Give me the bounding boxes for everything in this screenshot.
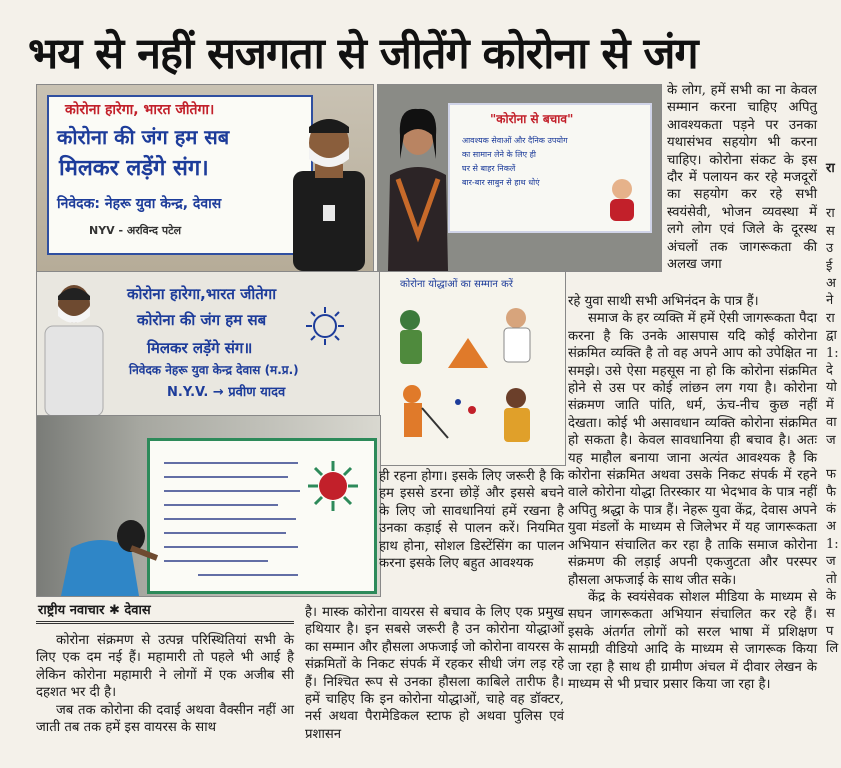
col1-paragraph-2: जब तक कोरोना की दवाई अथवा वैक्सीन नहीं आ जाती तब तक हमें इस वायरस के साथ bbox=[36, 702, 294, 736]
edge-fragment: ई bbox=[826, 258, 833, 274]
edge-fragment: ने bbox=[826, 293, 834, 309]
corona-warriors-illustration bbox=[388, 298, 560, 460]
col1-paragraph-1: कोरोना संक्रमण से उत्पन्न परिस्थितियां सभी के लिए एक दम नई हैं। महामारी तो पहले भी आई है लेकिन कोरोना महामारी ने लोगों में एक अजीब सी दहशत भर दी है। bbox=[36, 633, 294, 701]
edge-fragment: 1: bbox=[826, 345, 839, 361]
photo-wall-banner-1 bbox=[36, 84, 374, 272]
wall-writing-scribbles bbox=[158, 451, 308, 581]
edge-fragment: ज bbox=[826, 432, 836, 448]
edge-fragment: स bbox=[826, 223, 835, 239]
poster-line-4: बार-बार साबुन से हाथ धोएं bbox=[462, 178, 540, 187]
edge-fragment: फ bbox=[826, 467, 837, 483]
col3-paragraph-3: केंद्र के स्वयंसेवक सोशल मीडिया के माध्यम से सघन जागरूकता अभियान संचालित कर रहे हैं। इसके अंतर्गत लोगों को सरल भाषा में प्रशिक्षण सामग्री वीडियो आदि के माध्यम से जागरूक किया जा रहा है साथ ही ग्रामीण अंचल में दीवार लेखन के माध्यम से भी प्रचार प्रसार किया जा रहा है। bbox=[568, 589, 817, 692]
painting-man-figure bbox=[61, 508, 161, 596]
banner-1-line-3: मिलकर लड़ेंगे संग। bbox=[59, 156, 209, 181]
edge-fragment: रा bbox=[826, 310, 835, 326]
edge-fragment: में bbox=[826, 397, 834, 413]
masked-man-figure bbox=[287, 109, 371, 271]
col3-paragraph-top: के लोग, हमें सभी का ना केवल सम्मान करना चाहिए अपितु आवश्यकता पड़ने पर उनका यथासंभव सहयोग भी करना चाहिए। कोरोना संकट के इस दौर में पलायन कर रहे मजदूरों का सहयोग कर रहे सभी स्वयंसेवी, भोजन व्यवस्था में लगे लोग एवं जिले के दूरस्थ अंचलों तक जागरूकता की अलख जगा bbox=[667, 83, 817, 273]
edge-fragment: ज bbox=[826, 554, 836, 570]
edge-fragment: अ bbox=[826, 276, 836, 292]
edge-fragment: दे bbox=[826, 363, 833, 379]
virus-icon bbox=[306, 459, 360, 513]
masked-boy-figure bbox=[39, 278, 109, 416]
edge-fragment: अ bbox=[826, 519, 836, 535]
dateline-rule bbox=[36, 621, 294, 624]
edge-fragment: वा bbox=[826, 415, 837, 431]
poster-line-2: का सामान लेने के लिए ही bbox=[462, 150, 536, 159]
poster-title: "कोरोना से बचाव" bbox=[490, 112, 574, 126]
article-column-2-bottom bbox=[305, 604, 564, 743]
col3-paragraph-1: रहे युवा साथी सभी अभिनंदन के पात्र हैं। bbox=[568, 294, 759, 309]
wall-line-4: निवेदक नेहरू युवा केन्द्र देवास (म.प्र.) bbox=[129, 363, 299, 377]
edge-fragment: रा bbox=[826, 161, 835, 176]
edge-fragment: कं bbox=[826, 501, 836, 517]
sun-smiley-icon bbox=[305, 306, 345, 346]
photo-wall-painting bbox=[36, 415, 381, 597]
article-column-2-top bbox=[379, 468, 564, 572]
banner-1-line-2: कोरोना की जंग हम सब bbox=[57, 125, 230, 149]
wall-line-3: मिलकर लड़ेंगे संग॥ bbox=[147, 339, 253, 357]
illustrated-poster-title: कोरोना योद्धाओं का सम्मान करें bbox=[400, 279, 513, 290]
edge-fragment: प bbox=[826, 623, 834, 639]
edge-fragment: रा bbox=[826, 206, 835, 222]
dateline: राष्ट्रीय नवाचार ✱ देवास bbox=[38, 603, 151, 618]
poster-line-3: घर से बाहर निकलें bbox=[462, 164, 516, 173]
adjacent-column-fragments bbox=[826, 160, 841, 658]
woman-figure bbox=[378, 95, 458, 271]
col3-paragraph-2: समाज के हर व्यक्ति में हमें ऐसी जागरूकता पैदा करना है कि उनके आसपास यदि कोई कोरोना संक्रमित व्यक्ति है तो वह अपने आप को उपेक्षित ना समझे। उसे ऐसा महसूस ना हो कि कोरोना संक्रमित होने से उस पर कोई लांछन लग गया है। कोरोना संक्रमण जाति पांति, धर्म, ऊंच-नीच कुछ नहीं देखता। कोई भी असावधान व्यक्ति कोरोना संक्रमित हो सकता है। केवल सावधानिया ही बचाव है। अतः यह माहौल बनाया जाना अत्यंत आवश्यक है कि कोरोना संक्रमित अथवा उसके निकट संपर्क में रहने वाले कोरोना योद्धा तिरस्कार या भेदभाव के पात्र नहीं अपितु श्रद्धा के पात्र हैं। नेहरू युवा केंद्र, देवास अपने युवा मंडलों के माध्यम से जिलेभर में यह जागरूकता अभियान संचालित कर रहा है ताकि समाज कोरोना संक्रमण की लड़ाई अपनी एकजुटता और परस्पर हौसला अफजाई के साथ जीत सके। bbox=[568, 311, 817, 588]
col2-paragraph-bottom: है। मास्क कोरोना वायरस से बचाव के लिए एक प्रमुख हथियार है। इन सबसे जरूरी है उन कोरोना योद्धाओं का सम्मान और हौसला अफजाई जो कोरोना वायरस के संक्रमितों के निकट संपर्क में रहकर सीधी जंग लड़ रहे हैं। निश्चित रूप से उनका हौसला काबिले तारीफ है। हमें चाहिए कि इन कोरोना योद्धाओं, चाहे वह डॉक्टर, नर्स अथवा पैरामेडिकल स्टाफ हो अथवा पुलिस एवं प्रशासन bbox=[305, 605, 564, 742]
edge-fragment: तो bbox=[826, 571, 837, 587]
banner-1-line-1: कोरोना हारेगा, भारत जीतेगा। bbox=[65, 102, 215, 118]
article-column-3-top bbox=[667, 82, 817, 273]
edge-fragment: लि bbox=[826, 641, 839, 657]
article-column-1 bbox=[36, 632, 294, 736]
wall-line-2: कोरोना की जंग हम सब bbox=[137, 311, 267, 329]
banner-1-line-4: निवेदक: नेहरू युवा केन्द्र, देवास bbox=[57, 196, 222, 212]
col2-paragraph-top: ही रहना होगा। इसके लिए जरूरी है कि हम इससे डरना छोड़ें और इससे बचने के लिए जो सावधानियां हमें रखना है उनका कड़ाई से पालन करें। नियमित हाथ होना, सोशल डिस्टेंसिंग का पालन करना इसके लिए बहुत आवश्यक bbox=[379, 469, 564, 572]
edge-fragment: स bbox=[826, 606, 835, 622]
article-column-3-main bbox=[568, 293, 817, 693]
poster-illustration bbox=[602, 175, 642, 221]
poster-line-1: आवश्यक सेवाओं और दैनिक उपयोग bbox=[462, 136, 568, 145]
wall-line-5: N.Y.V. → प्रवीण यादव bbox=[167, 385, 286, 400]
photo-wall-banner-2 bbox=[36, 271, 381, 417]
headline: भय से नहीं सजगता से जीतेंगे कोरोना से जंग bbox=[28, 29, 698, 79]
edge-fragment: 1: bbox=[826, 536, 839, 552]
photo-woman-poster bbox=[377, 84, 662, 272]
banner-1-line-5: NYV - अरविन्द पटेल bbox=[89, 224, 182, 237]
edge-fragment: उ bbox=[826, 241, 834, 257]
edge-fragment: यो bbox=[826, 380, 837, 396]
edge-fragment: द्वा bbox=[826, 328, 837, 344]
wall-line-1: कोरोना हारेगा,भारत जीतेगा bbox=[127, 285, 277, 303]
edge-fragment: फै bbox=[826, 484, 837, 500]
edge-fragment: के bbox=[826, 588, 836, 604]
photo-illustrated-poster bbox=[379, 271, 566, 466]
